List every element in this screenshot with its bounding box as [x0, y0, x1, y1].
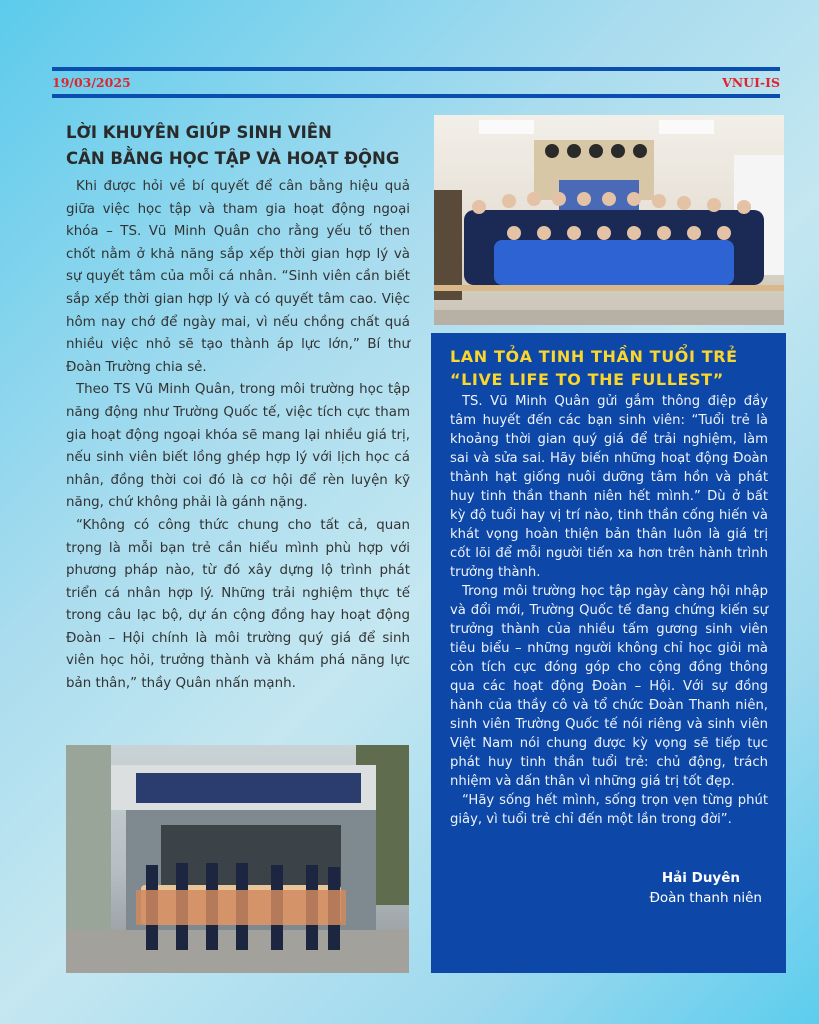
article-body	[66, 176, 410, 696]
author-name: Hải Duyên	[661, 870, 740, 886]
sidebar-body	[450, 392, 768, 829]
header-rule-bottom	[52, 94, 780, 98]
convention-center-illustration	[66, 745, 409, 973]
sidebar-box	[431, 333, 786, 973]
title-line: CÂN BẰNG HỌC TẬP VÀ HOẠT ĐỘNG	[66, 149, 400, 168]
sidebar-title-line: LAN TỎA TINH THẦN TUỔI TRẺ	[450, 347, 738, 366]
article-title	[66, 120, 416, 172]
group-photo-convention-center	[66, 745, 409, 973]
title-line: LỜI KHUYÊN GIÚP SINH VIÊN	[66, 123, 332, 142]
sidebar-title	[450, 345, 780, 391]
sidebar-title-line: “LIVE LIFE TO THE FULLEST”	[450, 370, 724, 389]
paragraph: “Hãy sống hết mình, sống trọn vẹn từng phút giây, vì tuổi trẻ chỉ đến một lần trong đời”.	[450, 793, 768, 827]
paragraph: Trong môi trường học tập ngày càng hội nhập và đổi mới, Trường Quốc tế đang chứng kiến sự trưởng thành của nhiều tấm gương sinh viên tiêu biểu – những người không chỉ học giỏi mà còn tích cực đóng góp cho cộng đồng thông qua các hoạt động Đoàn – Hội. Với sự đồng hành của thầy cô và tổ chức Đoàn Thanh niên, sinh viên Trường Quốc tế nói riêng và sinh viên Việt Nam nói chung được kỳ vọng sẽ tiếp tục phát huy tinh thần tuổi trẻ: chủ động, trách nhiệm và dấn thân vì những giá trị tốt đẹp.	[450, 584, 768, 789]
paragraph: TS. Vũ Minh Quân gửi gắm thông điệp đầy tâm huyết đến các bạn sinh viên: “Tuổi trẻ là khoảng thời gian quý giá để trải nghiệm, làm sai và sửa sai. Hãy biến những hoạt động Đoàn thành hạt giống nuôi dưỡng tâm hồn và phát huy tinh thần thanh niên hết mình.” Dù ở bất kỳ độ tuổi hay vị trí nào, tinh thần cống hiến và khát vọng hoàn thiện bản thân luôn là giá trị cốt lõi để mỗi người tiến xa hơn trên hành trình trưởng thành.	[450, 394, 768, 580]
author-organization: Đoàn thanh niên	[649, 890, 762, 906]
brand-name: VNUI-IS	[722, 75, 780, 90]
paragraph: “Không có công thức chung cho tất cả, quan trọng là mỗi bạn trẻ cần hiểu mình phù hợp với phương pháp nào, từ đó xây dựng lộ trình phát triển cá nhân hợp lý. Những trải nghiệm thực tế trong câu lạc bộ, dự án cộng đồng hay hoạt động Đoàn – Hội chính là môi trường quý giá để sinh viên học hỏi, trưởng thành và khám phá năng lực bản thân,” thầy Quân nhấn mạnh.	[66, 517, 410, 692]
group-photo-meeting-room	[434, 115, 784, 325]
group-photo-illustration	[434, 115, 784, 325]
paragraph: Theo TS Vũ Minh Quân, trong môi trường học tập năng động như Trường Quốc tế, việc tích cực tham gia hoạt động ngoại khóa sẽ mang lại nhiều giá trị, nếu sinh viên biết lồng ghép hợp lý với lịch học cá nhân, đồng thời coi đó là cơ hội để rèn luyện kỹ năng, chứ không phải là gánh nặng.	[66, 382, 410, 511]
paragraph: Khi được hỏi về bí quyết để cân bằng hiệu quả giữa việc học tập và tham gia hoạt động ngoại khóa – TS. Vũ Minh Quân cho rằng yếu tố then chốt nằm ở khả năng sắp xếp thời gian hợp lý và sự quyết tâm của mỗi cá nhân. “Sinh viên cần biết sắp xếp thời gian hợp lý và có quyết tâm cao. Việc hôm nay chớ để ngày mai, vì nếu chồng chất quá nhiều việc nhỏ sẽ tạo thành áp lực lớn,” Bí thư Đoàn Trường chia sẻ.	[66, 179, 410, 375]
issue-date: 19/03/2025	[52, 75, 131, 90]
header-rule-top	[52, 67, 780, 71]
